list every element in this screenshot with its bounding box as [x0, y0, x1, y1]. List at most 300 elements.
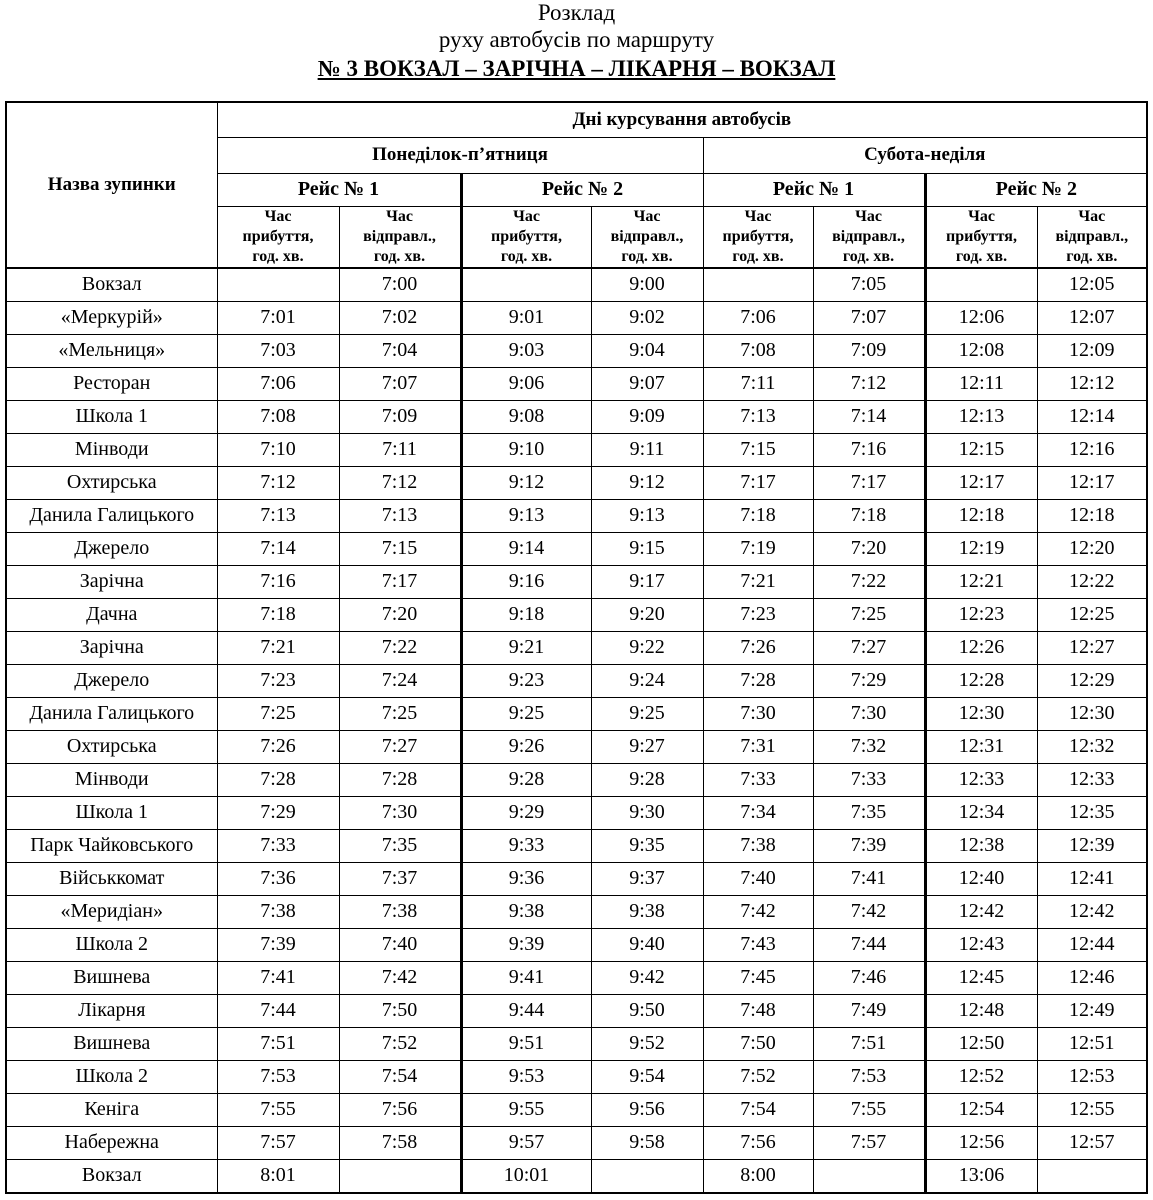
departure-time-cell: 9:24 [591, 664, 703, 697]
departure-time-cell: 7:41 [813, 862, 925, 895]
arrival-time-cell: 7:28 [217, 763, 339, 796]
table-row [6, 961, 1147, 994]
arrival-time-cell: 12:26 [925, 631, 1037, 664]
arrival-time-cell: 7:16 [217, 565, 339, 598]
departure-time-cell: 9:37 [591, 862, 703, 895]
arrival-time-cell: 12:34 [925, 796, 1037, 829]
departure-time-cell [813, 1159, 925, 1193]
departure-time-cell: 7:17 [339, 565, 461, 598]
arrival-time-cell: 12:31 [925, 730, 1037, 763]
arrival-time-cell: 12:45 [925, 961, 1037, 994]
arrival-time-cell: 9:10 [461, 433, 591, 466]
stop-name-cell: Вокзал [6, 268, 217, 302]
arrival-time-cell: 7:23 [217, 664, 339, 697]
table-row [6, 466, 1147, 499]
time-header-line: год. хв. [842, 247, 895, 265]
time-header-line: Час [264, 207, 292, 225]
departure-time-cell: 9:52 [591, 1027, 703, 1060]
departure-time-cell: 7:25 [339, 697, 461, 730]
arrival-time-cell: 7:30 [703, 697, 813, 730]
stop-name-cell: Школа 1 [6, 796, 217, 829]
arrival-time-cell: 7:15 [703, 433, 813, 466]
arrival-time-cell: 7:38 [703, 829, 813, 862]
arrival-time-cell: 12:06 [925, 301, 1037, 334]
table-row [6, 928, 1147, 961]
table-row [6, 1093, 1147, 1126]
stop-name-cell: Данила Галицького [6, 499, 217, 532]
departure-time-header [1037, 206, 1147, 268]
stop-name-cell: Кеніга [6, 1093, 217, 1126]
arrival-time-cell: 7:25 [217, 697, 339, 730]
departure-time-cell [591, 1159, 703, 1193]
arrival-time-cell: 12:15 [925, 433, 1037, 466]
table-row [6, 400, 1147, 433]
departure-time-cell: 7:27 [339, 730, 461, 763]
departure-time-cell: 12:55 [1037, 1093, 1147, 1126]
departure-time-cell: 7:25 [813, 598, 925, 631]
arrival-time-cell: 9:13 [461, 499, 591, 532]
departure-time-cell: 12:18 [1037, 499, 1147, 532]
departure-time-cell: 12:05 [1037, 268, 1147, 302]
stop-name-cell: «Меркурій» [6, 301, 217, 334]
departure-time-cell: 7:17 [813, 466, 925, 499]
arrival-time-cell: 7:52 [703, 1060, 813, 1093]
departure-time-cell: 9:25 [591, 697, 703, 730]
departure-time-cell: 7:09 [339, 400, 461, 433]
arrival-time-cell: 7:55 [217, 1093, 339, 1126]
departure-time-cell: 12:09 [1037, 334, 1147, 367]
arrival-time-cell: 9:26 [461, 730, 591, 763]
departure-time-cell: 12:44 [1037, 928, 1147, 961]
stop-name-cell: Військкомат [6, 862, 217, 895]
title-line-1: Розклад [537, 0, 616, 25]
stop-name-cell: Джерело [6, 664, 217, 697]
days-header: Дні курсування автобусів [217, 102, 1147, 137]
departure-time-cell: 7:46 [813, 961, 925, 994]
departure-time-cell: 7:02 [339, 301, 461, 334]
stop-name-cell: Парк Чайковського [6, 829, 217, 862]
departure-time-cell [339, 1159, 461, 1193]
departure-time-cell: 9:13 [591, 499, 703, 532]
stop-name-cell: Лікарня [6, 994, 217, 1027]
table-row [6, 1027, 1147, 1060]
table-row [6, 664, 1147, 697]
table-row [6, 862, 1147, 895]
weekdays-header: Понеділок-п’ятниця [217, 137, 703, 173]
arrival-time-cell: 12:18 [925, 499, 1037, 532]
arrival-time-cell: 7:29 [217, 796, 339, 829]
departure-time-cell: 7:00 [339, 268, 461, 302]
arrival-time-cell: 12:52 [925, 1060, 1037, 1093]
departure-time-cell: 9:50 [591, 994, 703, 1027]
departure-time-cell: 9:02 [591, 301, 703, 334]
arrival-time-cell: 7:41 [217, 961, 339, 994]
time-header-line: прибуття, [242, 227, 314, 245]
departure-time-cell: 7:33 [813, 763, 925, 796]
table-row [6, 1159, 1147, 1193]
arrival-time-cell: 7:12 [217, 466, 339, 499]
weekend-header: Субота-неділя [703, 137, 1147, 173]
departure-time-cell: 12:07 [1037, 301, 1147, 334]
departure-time-cell: 7:42 [339, 961, 461, 994]
table-row [6, 565, 1147, 598]
arrival-time-cell: 9:41 [461, 961, 591, 994]
weekday-trip1-header: Рейс № 1 [217, 173, 461, 206]
weekday-trip2-header: Рейс № 2 [461, 173, 703, 206]
departure-time-cell: 12:42 [1037, 895, 1147, 928]
arrival-time-cell: 7:54 [703, 1093, 813, 1126]
arrival-time-header [925, 206, 1037, 268]
departure-time-header [813, 206, 925, 268]
departure-time-cell: 12:33 [1037, 763, 1147, 796]
departure-time-cell: 7:27 [813, 631, 925, 664]
arrival-time-cell: 9:36 [461, 862, 591, 895]
departure-time-cell: 7:22 [339, 631, 461, 664]
title-line-2: руху автобусів по маршруту [438, 27, 715, 52]
departure-time-cell: 9:30 [591, 796, 703, 829]
weekend-trip2-header: Рейс № 2 [925, 173, 1147, 206]
table-row [6, 532, 1147, 565]
departure-time-cell: 7:55 [813, 1093, 925, 1126]
arrival-time-cell: 12:54 [925, 1093, 1037, 1126]
departure-time-cell: 7:20 [339, 598, 461, 631]
arrival-time-cell: 7:26 [217, 730, 339, 763]
departure-time-cell: 7:38 [339, 895, 461, 928]
stop-name-cell: Данила Галицького [6, 697, 217, 730]
stop-name-cell: Джерело [6, 532, 217, 565]
arrival-time-cell: 7:51 [217, 1027, 339, 1060]
departure-time-cell: 7:12 [813, 367, 925, 400]
arrival-time-cell [217, 268, 339, 302]
departure-time-cell: 12:20 [1037, 532, 1147, 565]
arrival-time-cell: 7:10 [217, 433, 339, 466]
time-header-line: прибуття, [491, 227, 562, 245]
arrival-time-cell: 9:33 [461, 829, 591, 862]
departure-time-cell: 7:57 [813, 1126, 925, 1159]
time-header-line: Час [744, 207, 772, 225]
route-title: № 3 ВОКЗАЛ – ЗАРІЧНА – ЛІКАРНЯ – ВОКЗАЛ [317, 56, 836, 81]
departure-time-cell: 12:35 [1037, 796, 1147, 829]
stop-name-cell: Вишнева [6, 961, 217, 994]
arrival-time-cell: 7:03 [217, 334, 339, 367]
arrival-time-cell: 12:28 [925, 664, 1037, 697]
departure-time-cell: 7:32 [813, 730, 925, 763]
departure-time-header [339, 206, 461, 268]
arrival-time-cell: 12:50 [925, 1027, 1037, 1060]
table-row [6, 367, 1147, 400]
arrival-time-cell: 10:01 [461, 1159, 591, 1193]
departure-time-cell: 7:14 [813, 400, 925, 433]
table-row [6, 1126, 1147, 1159]
departure-time-cell: 7:40 [339, 928, 461, 961]
departure-time-cell: 9:42 [591, 961, 703, 994]
arrival-time-cell: 7:45 [703, 961, 813, 994]
arrival-time-cell [925, 268, 1037, 302]
stop-name-cell: Школа 2 [6, 928, 217, 961]
stop-name-cell: Дачна [6, 598, 217, 631]
arrival-time-cell: 12:21 [925, 565, 1037, 598]
arrival-time-cell: 9:29 [461, 796, 591, 829]
departure-time-cell: 7:04 [339, 334, 461, 367]
departure-time-cell: 12:32 [1037, 730, 1147, 763]
departure-time-cell: 9:12 [591, 466, 703, 499]
arrival-time-cell: 12:11 [925, 367, 1037, 400]
arrival-time-cell: 9:28 [461, 763, 591, 796]
schedule-table [5, 101, 1148, 1194]
departure-time-cell: 7:44 [813, 928, 925, 961]
departure-time-cell [1037, 1159, 1147, 1193]
departure-time-cell: 7:18 [813, 499, 925, 532]
departure-time-cell: 7:35 [813, 796, 925, 829]
arrival-time-cell: 7:01 [217, 301, 339, 334]
time-header-line: Час [386, 207, 413, 225]
departure-time-cell: 7:28 [339, 763, 461, 796]
stop-name-cell: Школа 1 [6, 400, 217, 433]
departure-time-cell: 9:35 [591, 829, 703, 862]
departure-time-cell: 9:27 [591, 730, 703, 763]
arrival-time-cell: 7:48 [703, 994, 813, 1027]
stop-name-cell: Мінводи [6, 763, 217, 796]
arrival-time-cell [461, 268, 591, 302]
arrival-time-cell: 9:55 [461, 1093, 591, 1126]
arrival-time-cell: 7:53 [217, 1060, 339, 1093]
table-row [6, 334, 1147, 367]
departure-time-cell: 7:16 [813, 433, 925, 466]
time-header-line: год. хв. [1066, 247, 1118, 265]
departure-time-cell: 12:41 [1037, 862, 1147, 895]
departure-time-cell: 9:38 [591, 895, 703, 928]
table-row [6, 598, 1147, 631]
departure-time-cell: 7:53 [813, 1060, 925, 1093]
departure-time-cell: 9:56 [591, 1093, 703, 1126]
arrival-time-cell: 12:43 [925, 928, 1037, 961]
arrival-time-cell: 9:03 [461, 334, 591, 367]
departure-time-cell: 12:14 [1037, 400, 1147, 433]
departure-time-cell: 12:39 [1037, 829, 1147, 862]
time-header-line: відправл., [610, 227, 684, 245]
table-row [6, 631, 1147, 664]
stop-name-cell: Ресторан [6, 367, 217, 400]
table-row [6, 268, 1147, 302]
table-row [6, 730, 1147, 763]
arrival-time-cell: 9:25 [461, 697, 591, 730]
time-header-line: год. хв. [500, 247, 553, 265]
departure-time-cell: 9:04 [591, 334, 703, 367]
arrival-time-cell: 7:17 [703, 466, 813, 499]
arrival-time-cell: 12:17 [925, 466, 1037, 499]
stop-name-cell: Школа 2 [6, 1060, 217, 1093]
departure-time-cell: 7:42 [813, 895, 925, 928]
arrival-time-cell: 7:21 [703, 565, 813, 598]
arrival-time-cell: 7:21 [217, 631, 339, 664]
arrival-time-cell: 9:51 [461, 1027, 591, 1060]
departure-time-cell: 7:50 [339, 994, 461, 1027]
time-header-line: прибуття, [946, 227, 1017, 245]
arrival-time-cell: 12:30 [925, 697, 1037, 730]
arrival-time-header [217, 206, 339, 268]
departure-time-cell: 12:53 [1037, 1060, 1147, 1093]
departure-time-cell: 7:54 [339, 1060, 461, 1093]
time-header-line: Час [633, 207, 661, 225]
arrival-time-cell: 7:26 [703, 631, 813, 664]
departure-time-cell: 9:00 [591, 268, 703, 302]
arrival-time-cell: 7:50 [703, 1027, 813, 1060]
time-header-line: год. хв. [732, 247, 784, 265]
departure-time-cell: 7:24 [339, 664, 461, 697]
arrival-time-cell: 9:39 [461, 928, 591, 961]
departure-time-cell: 12:17 [1037, 466, 1147, 499]
stop-name-cell: «Мельниця» [6, 334, 217, 367]
time-header-line: відправл., [1055, 227, 1129, 245]
departure-time-cell: 9:07 [591, 367, 703, 400]
departure-time-cell: 7:30 [813, 697, 925, 730]
arrival-time-cell: 9:21 [461, 631, 591, 664]
stop-name-cell: Охтирська [6, 466, 217, 499]
arrival-time-cell: 7:56 [703, 1126, 813, 1159]
time-header-line: год. хв. [955, 247, 1008, 265]
stop-name-cell: Набережна [6, 1126, 217, 1159]
departure-time-cell: 12:51 [1037, 1027, 1147, 1060]
stop-name-cell: Вишнева [6, 1027, 217, 1060]
arrival-time-cell: 12:08 [925, 334, 1037, 367]
arrival-time-cell: 9:18 [461, 598, 591, 631]
time-header-line: год. хв. [621, 247, 673, 265]
departure-time-cell: 12:25 [1037, 598, 1147, 631]
arrival-time-cell: 9:16 [461, 565, 591, 598]
arrival-time-cell: 7:31 [703, 730, 813, 763]
arrival-time-cell: 7:23 [703, 598, 813, 631]
departure-time-cell: 9:28 [591, 763, 703, 796]
arrival-time-header [461, 206, 591, 268]
departure-time-cell: 7:49 [813, 994, 925, 1027]
arrival-time-cell: 12:42 [925, 895, 1037, 928]
arrival-time-cell: 7:28 [703, 664, 813, 697]
arrival-time-cell: 7:44 [217, 994, 339, 1027]
departure-time-cell: 7:13 [339, 499, 461, 532]
arrival-time-cell: 7:06 [217, 367, 339, 400]
time-header-line: прибуття, [722, 227, 794, 245]
arrival-time-cell: 7:34 [703, 796, 813, 829]
table-row [6, 829, 1147, 862]
departure-time-cell: 9:15 [591, 532, 703, 565]
arrival-time-cell: 9:14 [461, 532, 591, 565]
arrival-time-cell: 12:38 [925, 829, 1037, 862]
departure-time-cell: 9:09 [591, 400, 703, 433]
arrival-time-cell: 9:08 [461, 400, 591, 433]
departure-time-cell: 7:12 [339, 466, 461, 499]
arrival-time-cell: 7:36 [217, 862, 339, 895]
departure-time-cell: 9:22 [591, 631, 703, 664]
arrival-time-cell: 7:11 [703, 367, 813, 400]
departure-time-cell: 7:11 [339, 433, 461, 466]
departure-time-cell: 7:37 [339, 862, 461, 895]
arrival-time-cell: 12:40 [925, 862, 1037, 895]
departure-time-cell: 9:17 [591, 565, 703, 598]
departure-time-cell: 7:15 [339, 532, 461, 565]
departure-time-cell: 7:30 [339, 796, 461, 829]
departure-time-cell: 12:27 [1037, 631, 1147, 664]
departure-time-cell: 12:29 [1037, 664, 1147, 697]
departure-time-cell: 7:09 [813, 334, 925, 367]
arrival-time-cell: 7:43 [703, 928, 813, 961]
departure-time-cell: 12:16 [1037, 433, 1147, 466]
document-title [0, 0, 1153, 84]
arrival-time-cell: 12:48 [925, 994, 1037, 1027]
departure-time-cell: 12:49 [1037, 994, 1147, 1027]
table-row [6, 895, 1147, 928]
arrival-time-cell: 9:44 [461, 994, 591, 1027]
table-row [6, 994, 1147, 1027]
time-header-line: год. хв. [373, 247, 426, 265]
stop-name-header: Назва зупинки [6, 102, 217, 268]
time-header-line: год. хв. [252, 247, 304, 265]
arrival-time-cell: 7:14 [217, 532, 339, 565]
departure-time-cell: 12:46 [1037, 961, 1147, 994]
departure-time-header [591, 206, 703, 268]
departure-time-cell: 7:52 [339, 1027, 461, 1060]
departure-time-cell: 7:22 [813, 565, 925, 598]
departure-time-cell: 7:56 [339, 1093, 461, 1126]
departure-time-cell: 7:39 [813, 829, 925, 862]
departure-time-cell: 9:58 [591, 1126, 703, 1159]
arrival-time-cell: 8:00 [703, 1159, 813, 1193]
departure-time-cell: 7:05 [813, 268, 925, 302]
arrival-time-cell: 9:01 [461, 301, 591, 334]
arrival-time-cell: 7:40 [703, 862, 813, 895]
arrival-time-cell: 8:01 [217, 1159, 339, 1193]
departure-time-cell: 7:07 [813, 301, 925, 334]
time-header-line: Час [968, 207, 995, 225]
table-row [6, 763, 1147, 796]
departure-time-cell: 12:12 [1037, 367, 1147, 400]
time-header-line: Час [513, 207, 540, 225]
departure-time-cell: 12:22 [1037, 565, 1147, 598]
arrival-time-cell: 7:19 [703, 532, 813, 565]
arrival-time-cell: 9:38 [461, 895, 591, 928]
arrival-time-cell: 7:57 [217, 1126, 339, 1159]
departure-time-cell: 7:58 [339, 1126, 461, 1159]
arrival-time-cell: 9:12 [461, 466, 591, 499]
arrival-time-cell: 7:33 [217, 829, 339, 862]
table-row [6, 796, 1147, 829]
departure-time-cell: 9:40 [591, 928, 703, 961]
table-row [6, 499, 1147, 532]
stop-name-cell: Мінводи [6, 433, 217, 466]
table-row [6, 433, 1147, 466]
arrival-time-cell: 7:08 [217, 400, 339, 433]
time-header-line: відправл., [363, 227, 436, 245]
departure-time-cell: 9:54 [591, 1060, 703, 1093]
table-row [6, 697, 1147, 730]
departure-time-cell: 12:30 [1037, 697, 1147, 730]
arrival-time-cell: 12:56 [925, 1126, 1037, 1159]
table-row [6, 301, 1147, 334]
arrival-time-cell: 7:39 [217, 928, 339, 961]
arrival-time-cell: 9:06 [461, 367, 591, 400]
arrival-time-cell: 12:33 [925, 763, 1037, 796]
arrival-time-cell: 7:33 [703, 763, 813, 796]
time-header-line: Час [1078, 207, 1106, 225]
arrival-time-cell: 7:38 [217, 895, 339, 928]
arrival-time-cell: 7:13 [217, 499, 339, 532]
time-header-line: відправл., [832, 227, 905, 245]
arrival-time-cell: 7:08 [703, 334, 813, 367]
arrival-time-cell: 7:18 [703, 499, 813, 532]
stop-name-cell: Зарічна [6, 631, 217, 664]
stop-name-cell: «Меридіан» [6, 895, 217, 928]
arrival-time-cell: 7:18 [217, 598, 339, 631]
arrival-time-header [703, 206, 813, 268]
